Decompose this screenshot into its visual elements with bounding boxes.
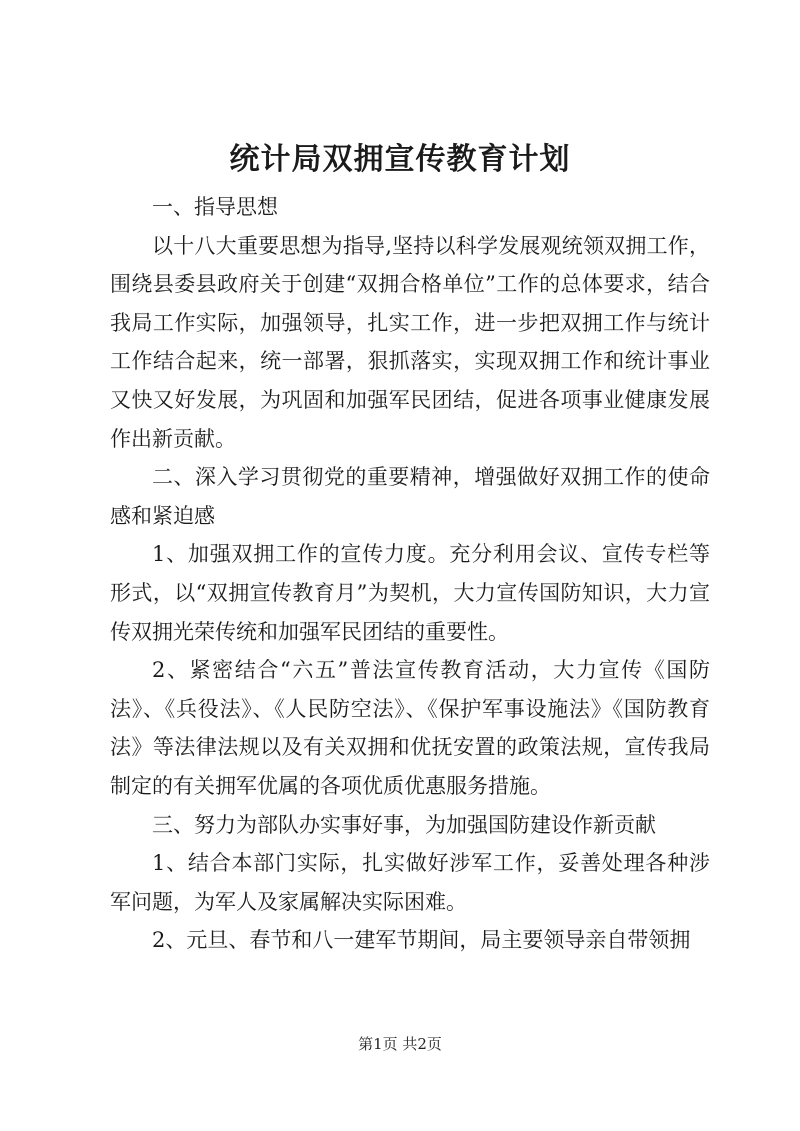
page-number-footer: 第1页 共2页 (358, 1035, 442, 1053)
paragraph-guiding-ideology: 以十八大重要思想为指导,坚持以科学发展观统领双拥工作，围绕县委县政府关于创建“双拥合格单位”工作的总体要求，结合我局工作实际，加强领导，扎实工作，进一步把双拥工作与统计工作结合起来，统一部署，狠抓落实，实现双拥工作和统计事业又快又好发展，为巩固和加强军民团结，促进各项事业健康发展作出新贡献。 (110, 233, 710, 451)
section-heading-guiding-ideology: 一、指导思想 (152, 195, 278, 219)
paragraph-military-affairs: 1、结合本部门实际，扎实做好涉军工作，妥善处理各种涉军问题，为军人及家属解决实际困难。 (110, 851, 710, 914)
document-title: 统计局双拥宣传教育计划 (229, 142, 571, 177)
section-heading-serve-army: 三、努力为部队办实事好事，为加强国防建设作新贡献 (152, 812, 656, 837)
section-heading-study-spirit: 二、深入学习贯彻党的重要精神，增强做好双拥工作的使命感和紧迫感 (110, 465, 710, 528)
document-body (110, 188, 710, 960)
paragraph-law-education: 2、紧密结合“六五”普法宣传教育活动，大力宣传《国防法》、《兵役法》、《人民防空法》、《保护军事设施法》《国防教育法》等法律法规以及有关双拥和优抚安置的政策法规，宣传我局制定的有关拥军优属的各项优质优惠服务措施。 (110, 658, 710, 798)
paragraph-holiday-visits: 2、元旦、春节和八一建军节期间，局主要领导亲自带领拥 (152, 928, 691, 953)
paragraph-publicity: 1、加强双拥工作的宣传力度。充分利用会议、宣传专栏等形式，以“双拥宣传教育月”为契机，大力宣传国防知识，大力宣传双拥光荣传统和加强军民团结的重要性。 (110, 542, 710, 644)
